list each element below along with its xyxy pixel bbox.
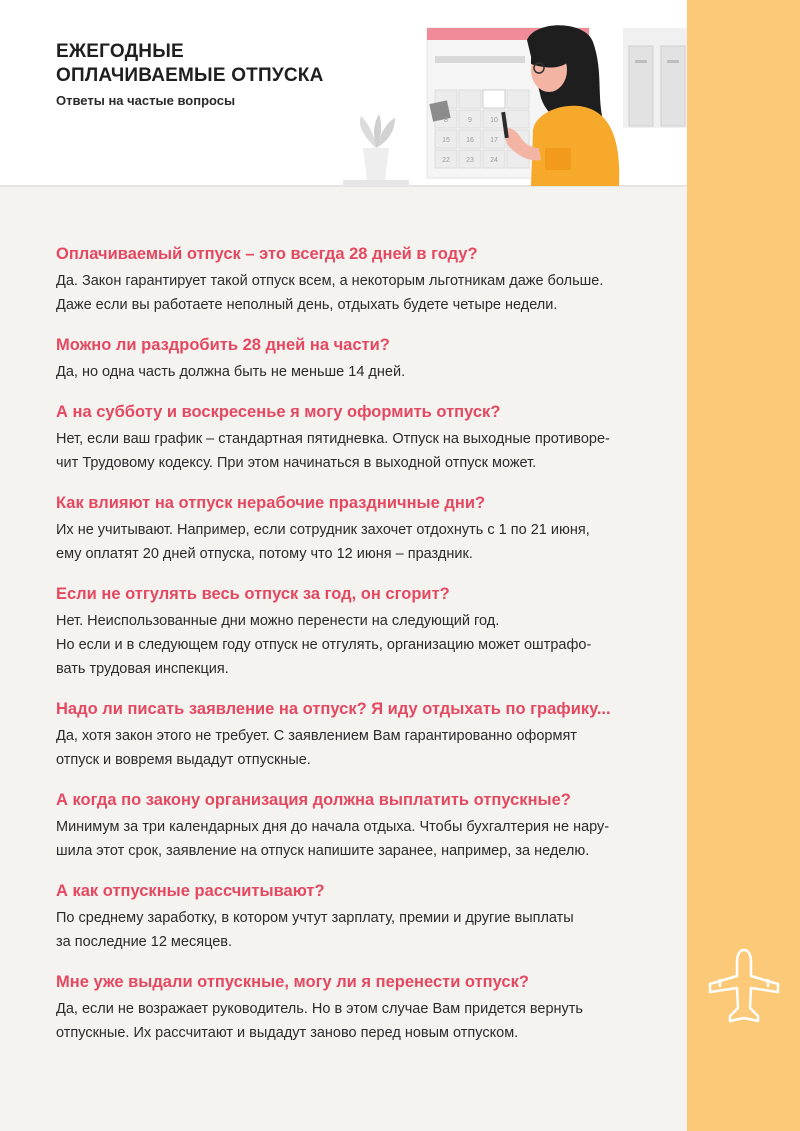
answer-line: за последние 12 месяцев. xyxy=(56,934,233,950)
calendar-day: 23 xyxy=(466,157,474,164)
answer-line: Да, но одна часть должна быть не меньше 14 дней. xyxy=(56,364,406,380)
faq-question: А на субботу и воскресенье я могу оформить отпуск? xyxy=(56,403,501,421)
calendar-day: 15 xyxy=(442,137,450,144)
faq-answer xyxy=(56,815,676,863)
answer-line: Их не учитывают. Например, если сотрудник захочет отдохнуть с 1 по 21 июня, xyxy=(56,522,590,538)
binders-icon xyxy=(623,28,687,128)
faq-item xyxy=(56,400,676,475)
faq-item xyxy=(56,879,676,954)
plant-icon xyxy=(343,114,409,186)
airplane-icon xyxy=(704,946,784,1026)
faq-answer xyxy=(56,997,676,1045)
calendar-day: 22 xyxy=(442,157,450,164)
faq-answer xyxy=(56,906,676,954)
answer-line: Но если и в следующем году отпуск не отгулять, организацию может оштрафо- xyxy=(56,637,592,653)
header-illustration xyxy=(335,20,687,186)
faq-question: Как влияют на отпуск нерабочие праздничные дни? xyxy=(56,494,486,512)
calendar-day: 24 xyxy=(490,157,498,164)
faq-list xyxy=(56,242,676,1061)
answer-line: вать трудовая инспекция. xyxy=(56,661,229,677)
faq-question: Если не отгулять весь отпуск за год, он сгорит? xyxy=(56,585,450,603)
page-subtitle: Ответы на частые вопросы xyxy=(56,93,236,108)
faq-item xyxy=(56,582,676,681)
answer-line: Да, если не возражает руководитель. Но в этом случае Вам придется вернуть xyxy=(56,1001,583,1017)
calendar-day: 9 xyxy=(468,117,472,124)
answer-line: отпуск и вовремя выдадут отпускные. xyxy=(56,752,311,768)
faq-answer xyxy=(56,427,676,475)
faq-answer xyxy=(56,360,676,384)
calendar-day: 16 xyxy=(466,137,474,144)
faq-question: Оплачиваемый отпуск – это всегда 28 дней в году? xyxy=(56,245,478,263)
faq-answer xyxy=(56,269,676,317)
answer-line: По среднему заработку, в котором учтут зарплату, премии и другие выплаты xyxy=(56,910,574,926)
faq-item xyxy=(56,333,676,384)
faq-item xyxy=(56,697,676,772)
faq-answer xyxy=(56,724,676,772)
answer-line: Минимум за три календарных дня до начала отдыха. Чтобы бухгалтерия не нару- xyxy=(56,819,610,835)
faq-item xyxy=(56,788,676,863)
answer-line: чит Трудовому кодексу. При этом начинаться в выходной отпуск может. xyxy=(56,455,537,471)
faq-question: Можно ли раздробить 28 дней на части? xyxy=(56,336,390,354)
title-line-1: ЕЖЕГОДНЫЕ xyxy=(56,41,184,62)
answer-line: шила этот срок, заявление на отпуск напишите заранее, например, за неделю. xyxy=(56,843,590,859)
faq-item xyxy=(56,970,676,1045)
faq-item xyxy=(56,242,676,317)
calendar-day: 10 xyxy=(490,117,498,124)
answer-line: ему оплатят 20 дней отпуска, потому что 12 июня – праздник. xyxy=(56,546,473,562)
faq-question: А когда по закону организация должна выплатить отпускные? xyxy=(56,791,571,809)
page-title xyxy=(56,40,324,88)
answer-line: Нет. Неиспользованные дни можно перенести на следующий год. xyxy=(56,613,500,629)
answer-line: Даже если вы работаете неполный день, отдыхать будете четыре недели. xyxy=(56,297,558,313)
calendar-day: 8 xyxy=(444,117,448,124)
faq-question: Надо ли писать заявление на отпуск? Я иду отдыхать по графику... xyxy=(56,700,611,718)
faq-item xyxy=(56,491,676,566)
answer-line: Да, хотя закон этого не требует. С заявлением Вам гарантированно оформят xyxy=(56,728,577,744)
faq-answer xyxy=(56,609,676,681)
faq-answer xyxy=(56,518,676,566)
answer-line: Да. Закон гарантирует такой отпуск всем, а некоторым льготникам даже больше. xyxy=(56,273,604,289)
faq-question: Мне уже выдали отпускные, могу ли я перенести отпуск? xyxy=(56,973,529,991)
faq-question: А как отпускные рассчитывают? xyxy=(56,882,325,900)
answer-line: отпускные. Их рассчитают и выдадут заново перед новым отпуском. xyxy=(56,1025,519,1041)
answer-line: Нет, если ваш график – стандартная пятидневка. Отпуск на выходные противоре- xyxy=(56,431,610,447)
calendar-day: 17 xyxy=(490,137,498,144)
title-line-2: ОПЛАЧИВАЕМЫЕ ОТПУСКА xyxy=(56,65,324,86)
